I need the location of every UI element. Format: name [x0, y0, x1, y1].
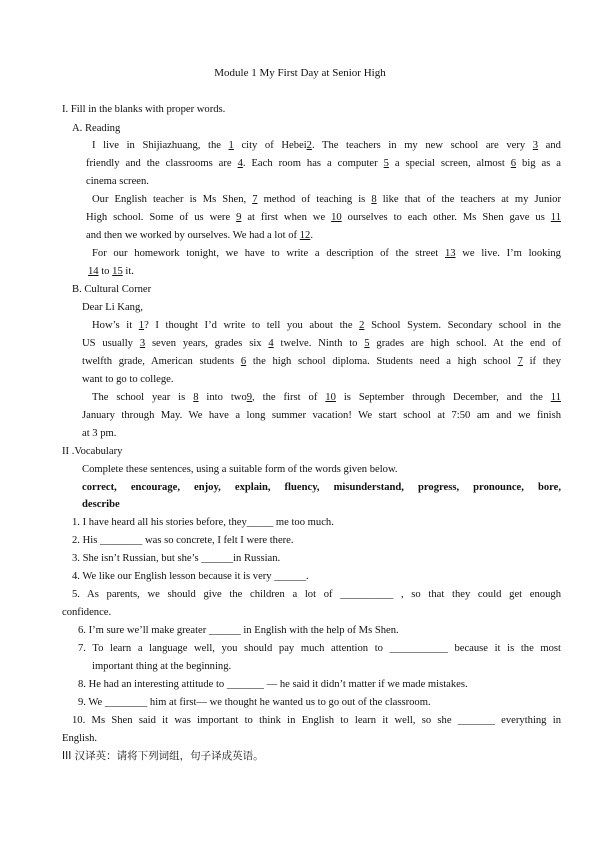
vocab-item: 9. We ________ him at first— we thought he wanted us to go out of the classroom. [78, 697, 431, 708]
section2-heading: II .Vocabulary [62, 446, 123, 457]
blank-number: 5 [364, 338, 370, 349]
reading-line: friendly and the classrooms are 4. Each room has a computer 5 a special screen, almost 6 big as a [86, 158, 561, 169]
page-title: Module 1 My First Day at Senior High [214, 67, 386, 79]
letter-line: at 3 pm. [82, 428, 117, 439]
answer-blank[interactable]: ___________ [389, 643, 448, 654]
answer-blank[interactable]: ______ [208, 625, 241, 636]
blank-number: 6 [240, 356, 247, 367]
vocab-item: 10. Ms Shen said it was important to think in English to learn it well, so she _______ everything in [72, 715, 562, 726]
blank-number: 12 [299, 230, 311, 241]
vocab-item: 7. To learn a language well, you should pay much attention to ___________ because it is the most [78, 643, 561, 654]
blank-number: 9 [246, 392, 253, 403]
letter-line: US usually 3 seven years, grades six 4 twelve. Ninth to 5 grades are high school. At the end of [82, 338, 561, 349]
section1-heading: I. Fill in the blanks with proper words. [62, 104, 226, 115]
blank-number: 13 [444, 248, 456, 259]
vocab-item: confidence. [62, 607, 112, 618]
blank-number: 3 [532, 140, 539, 151]
partA-heading: A. Reading [72, 123, 121, 134]
blank-number: 1 [228, 140, 234, 151]
blank-number: 11 [550, 392, 561, 403]
blank-number: 5 [383, 158, 389, 169]
reading-line: For our homework tonight, we have to write a description of the street 13 we live. I’m looking [92, 248, 561, 259]
answer-blank[interactable]: ________ [99, 535, 143, 546]
word-bank: describe [82, 499, 120, 510]
blank-number: 10 [331, 212, 342, 223]
letter-line: How’s it 1? I thought I’d write to tell you about the 2 School System. Secondary school in the [92, 320, 561, 331]
blank-number: 3 [139, 338, 146, 349]
vocab-item: 4. We like our English lesson because it is very ______. [72, 571, 309, 582]
answer-blank[interactable]: _____ [246, 517, 274, 528]
blank-number: 8 [371, 194, 377, 205]
vocab-item: 3. She isn’t Russian, but she’s ______in Russian. [72, 553, 281, 564]
section2-instruction: Complete these sentences, using a suitable form of the words given below. [82, 464, 398, 475]
vocab-item: 1. I have heard all his stories before, they_____ me too much. [72, 517, 334, 528]
blank-number: 1 [138, 320, 145, 331]
letter-line: want to go to college. [82, 374, 174, 385]
vocab-item: 5. As parents, we should give the children a lot of __________ , so that they could get enough [72, 589, 561, 600]
blank-number: 7 [252, 194, 258, 205]
blank-number: 4 [268, 338, 274, 349]
partB-heading: B. Cultural Corner [72, 284, 152, 295]
blank-number: 7 [517, 356, 523, 367]
vocab-item: important thing at the beginning. [92, 661, 232, 672]
letter-line: twelfth grade, American students 6 the high school diploma. Students need a high school 7 if they [82, 356, 561, 367]
blank-number: 10 [325, 392, 336, 403]
answer-blank[interactable]: ______ [274, 571, 307, 582]
letter-line: The school year is 8 into two9, the first of 10 is September through December, and the 11 [92, 392, 561, 403]
blank-number: 2 [359, 320, 365, 331]
blank-number: 11 [550, 212, 561, 223]
blank-number: 8 [193, 392, 199, 403]
vocab-item: 8. He had an interesting attitude to _______ — he said it didn’t matter if we made mistakes. [78, 679, 468, 690]
answer-blank[interactable]: ______ [201, 553, 234, 564]
reading-line: cinema screen. [86, 176, 149, 187]
vocab-item: English. [62, 733, 98, 744]
blank-number: 2 [306, 140, 312, 151]
blank-number: 4 [237, 158, 243, 169]
reading-line: Our English teacher is Ms Shen, 7 method of teaching is 8 like that of the teachers at my Junior [92, 194, 562, 205]
answer-blank[interactable]: __________ [340, 589, 394, 600]
word-bank: correct, encourage, enjoy, explain, fluency, misunderstand, progress, pronounce, bore, [82, 482, 561, 493]
blank-number: 14 [88, 266, 99, 277]
answer-blank[interactable]: ________ [104, 697, 148, 708]
answer-blank[interactable]: _______ [457, 715, 495, 726]
reading-line: High school. Some of us were 9 at first when we 10 ourselves to each other. Ms Shen gave us 11 [86, 212, 561, 223]
letter-greeting: Dear Li Kang, [82, 302, 143, 313]
answer-blank[interactable]: _______ [226, 679, 264, 690]
vocab-item: 2. His ________ was so concrete, I felt I were there. [72, 535, 294, 546]
vocab-item: 6. I’m sure we’ll make greater ______ in English with the help of Ms Shen. [78, 625, 399, 636]
reading-line: and then we worked by ourselves. We had a lot of 12. [86, 230, 313, 241]
reading-line: 14 to 15 it. [88, 266, 134, 277]
section3-heading: III 汉译英：请将下列词组，句子译成英语。 [62, 750, 264, 762]
blank-number: 9 [236, 212, 242, 223]
reading-line: I live in Shijiazhuang, the 1 city of Hebei2. The teachers in my new school are very 3 and [92, 140, 561, 151]
blank-number: 15 [112, 266, 123, 277]
blank-number: 6 [510, 158, 517, 169]
letter-line: January through May. We have a long summer vacation! We start school at 7:50 am and we finish [82, 410, 561, 421]
